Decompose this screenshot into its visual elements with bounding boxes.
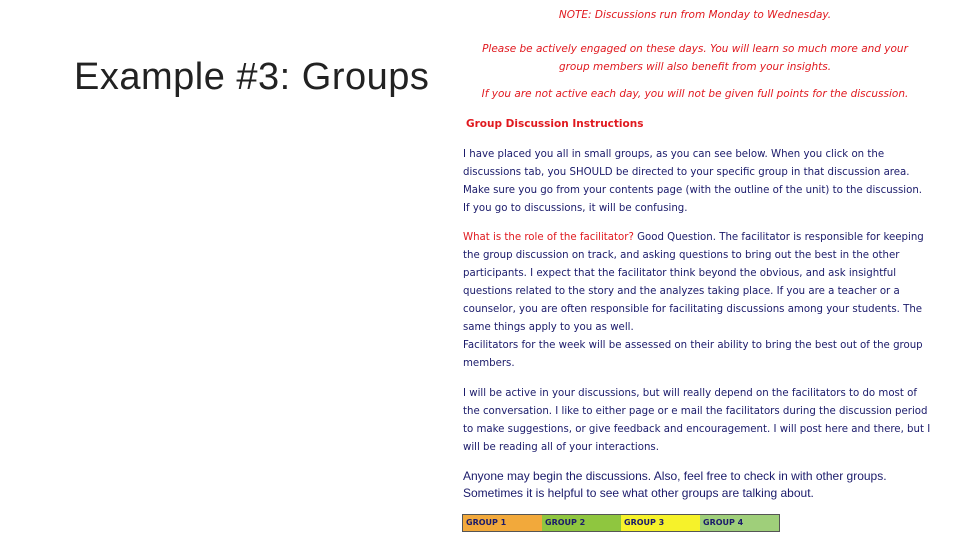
paragraph-facilitator	[463, 229, 931, 373]
facilitator-assessment: Facilitators for the week will be assessed on their ability to bring the best out of the group members.	[463, 340, 923, 369]
note-points: If you are not active each day, you will not be given full points for the discussion.	[481, 88, 909, 100]
group-cell: GROUP 2	[542, 515, 621, 531]
groups-table	[462, 514, 780, 532]
paragraph-instructor: I will be active in your discussions, but will really depend on the facilitators to do most of the conversation. I like to either page or e mail the facilitators during the discussion period to make suggestions, or give feedback and encouragement. I will post here and there, but I will be reading all of your interactions.	[463, 388, 931, 453]
note-line: NOTE: Discussions run from Monday to Wednesday.	[558, 9, 832, 21]
section-heading: Group Discussion Instructions	[466, 118, 644, 130]
note-engagement-text: Please be actively engaged on these days. You will learn so much more and your group members will also benefit from your insights.	[482, 43, 908, 73]
paragraph-groups: I have placed you all in small groups, as you can see below. When you click on the discussions tab, you SHOULD be directed to your specific group in that discussion area. Make sure you go from your contents page (with the outline of the unit) to the discussion. If you go to discussions, it will be confusing.	[463, 149, 923, 214]
paragraph-begin: Anyone may begin the discussions. Also, feel free to check in with other groups. Sometimes it is helpful to see what other groups are talking about.	[463, 469, 887, 500]
group-cell: GROUP 4	[700, 515, 779, 531]
facilitator-answer: Good Question. The facilitator is responsible for keeping the group discussion on track, and asking questions to bring out the best in the other participants. I expect that the facilitator think beyond the obvious, and ask insightful questions related to the story and the analyzes taking place. If you are a teacher or a counselor, you are often responsible for facilitating discussions among your students. The same things apply to you as well.	[463, 232, 924, 333]
note-engagement	[458, 40, 932, 76]
slide-title: Example #3: Groups	[74, 56, 430, 98]
group-cell: GROUP 1	[463, 515, 542, 531]
facilitator-question: What is the role of the facilitator?	[463, 232, 634, 243]
group-cell: GROUP 3	[621, 515, 700, 531]
instructions-document	[458, 0, 932, 540]
